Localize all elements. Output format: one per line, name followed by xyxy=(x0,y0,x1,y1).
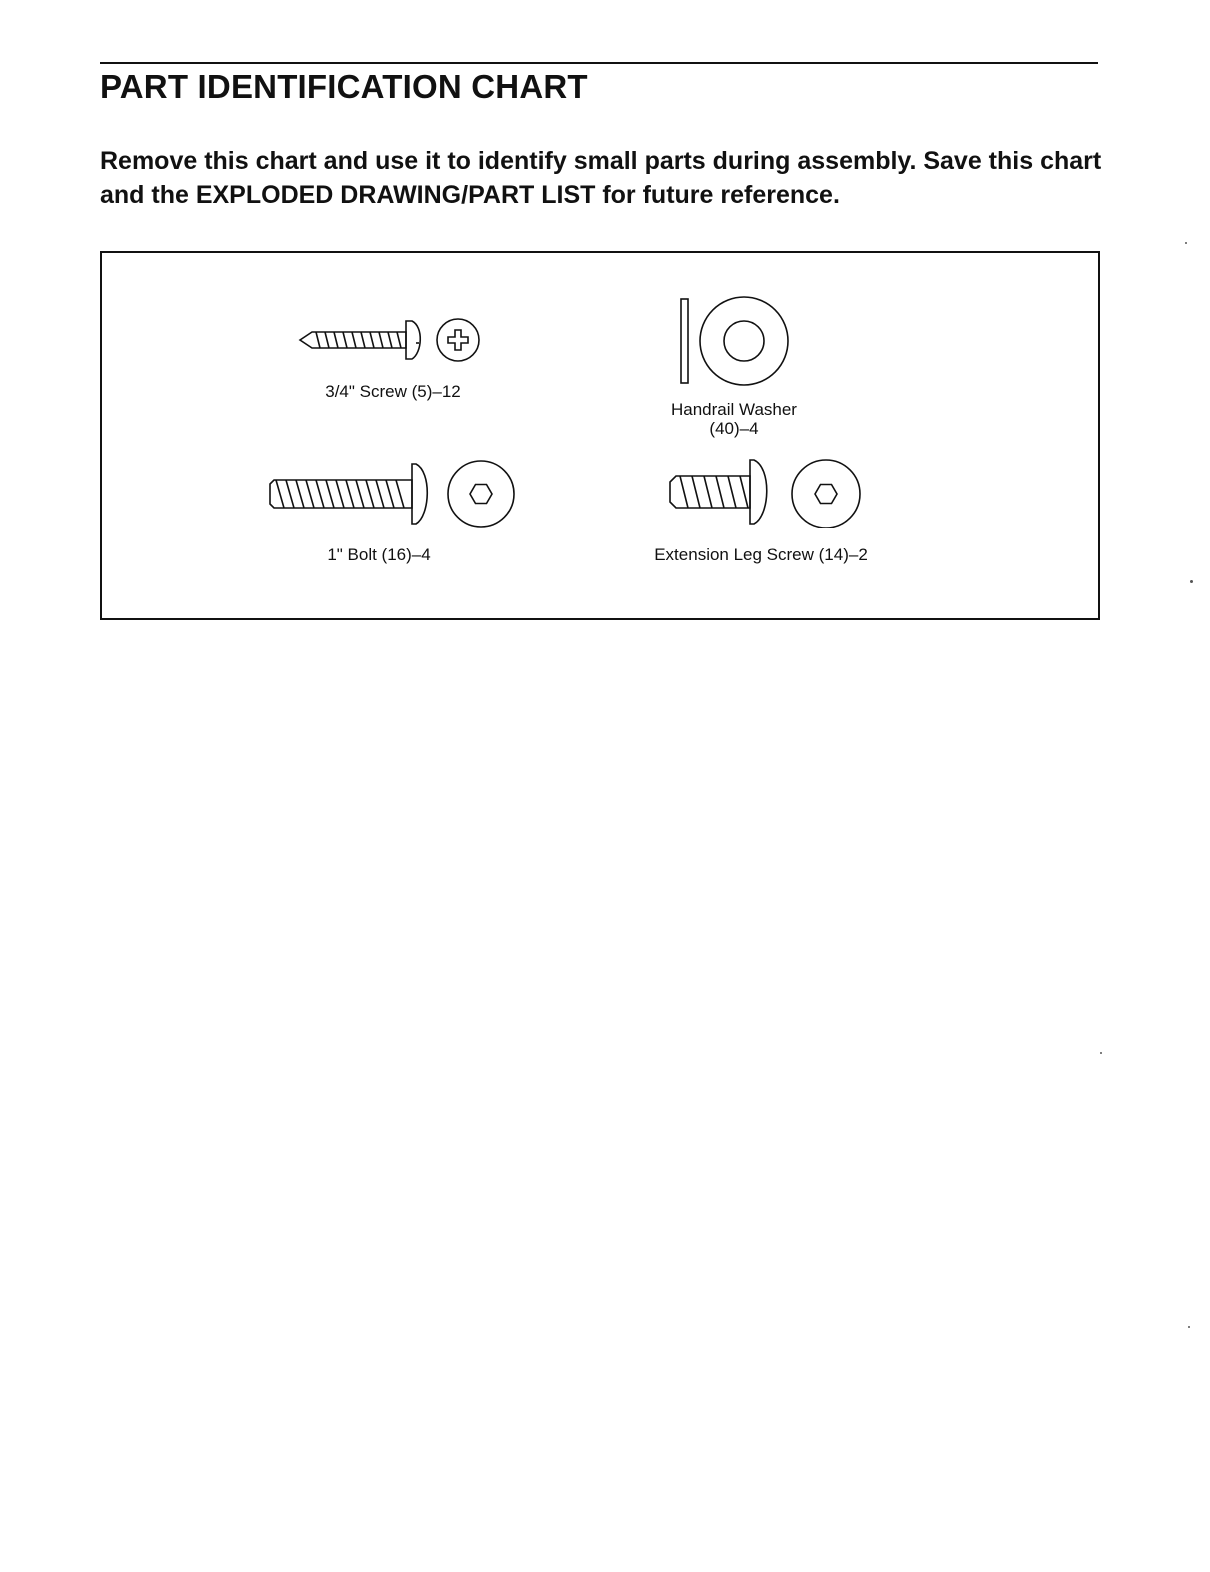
part-label-screw: 3/4" Screw (5)–12 xyxy=(325,382,461,401)
intro-text: Remove this chart and use it to identify small parts during assembly. Save this chart and the EXPLODED DRAWING/PART LIST for future reference. xyxy=(100,147,1102,209)
washer-icon xyxy=(678,295,794,387)
page-title: PART IDENTIFICATION CHART xyxy=(100,68,588,105)
phillips-screw-icon xyxy=(298,315,484,365)
part-label-bolt: 1" Bolt (16)–4 xyxy=(327,545,431,564)
part-label-washer-qty: (40)–4 xyxy=(709,419,759,438)
hex-socket-bolt-icon xyxy=(266,458,518,530)
title-rule xyxy=(100,62,1098,64)
part-label-extension-leg-screw: Extension Leg Screw (14)–2 xyxy=(654,545,868,564)
part-chart xyxy=(100,251,1100,620)
part-label-washer xyxy=(644,400,824,438)
hex-socket-screw-icon xyxy=(666,456,866,528)
part-label-washer-name: Handrail Washer xyxy=(671,400,797,419)
